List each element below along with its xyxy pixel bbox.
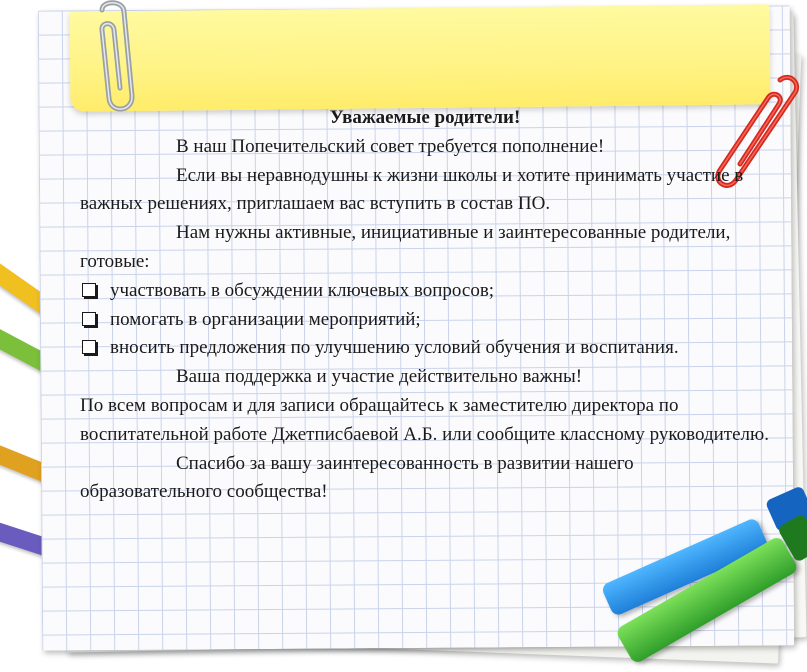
- notice-title: Уважаемые родители!: [329, 107, 521, 128]
- list-item-text: участвовать в обсуждении ключевых вопросов;: [110, 279, 495, 301]
- yellow-sticky-note: [69, 4, 770, 111]
- support-line: Ваша поддержка и участие действительно важны!: [176, 366, 583, 388]
- list-item: [80, 277, 770, 306]
- bullet-list: [80, 277, 770, 363]
- checkbox-bullet-icon: [82, 340, 96, 354]
- checkbox-bullet-icon: [82, 283, 96, 297]
- contact-paragraph: По всем вопросам и для записи обращайтесь к заместителю директора по воспитательной работе Джетписбаевой А.Б. или сообщите классному руководителю.: [80, 394, 769, 445]
- list-item-text: помогать в организации мероприятий;: [110, 308, 421, 330]
- notice-paragraph: Нам нужны активные, инициативные и заинтересованные родители, готовые:: [80, 222, 731, 272]
- list-item: [80, 334, 770, 363]
- notice-paragraph: Если вы неравнодушны к жизни школы и хотите принимать участие в важных решениях, приглашаем вас вступить в состав ПО.: [80, 164, 744, 215]
- notice-text: [80, 104, 770, 507]
- notice-paragraph: В наш Попечительский совет требуется пополнение!: [176, 135, 605, 157]
- checkbox-bullet-icon: [82, 312, 96, 326]
- list-item: [80, 306, 770, 335]
- list-item-text: вносить предложения по улучшению условий обучения и воспитания.: [110, 337, 679, 359]
- thanks-paragraph: Спасибо за вашу заинтересованность в развитии нашего образовательного сообщества!: [80, 452, 634, 503]
- paperclip-silver-icon: [80, 0, 150, 120]
